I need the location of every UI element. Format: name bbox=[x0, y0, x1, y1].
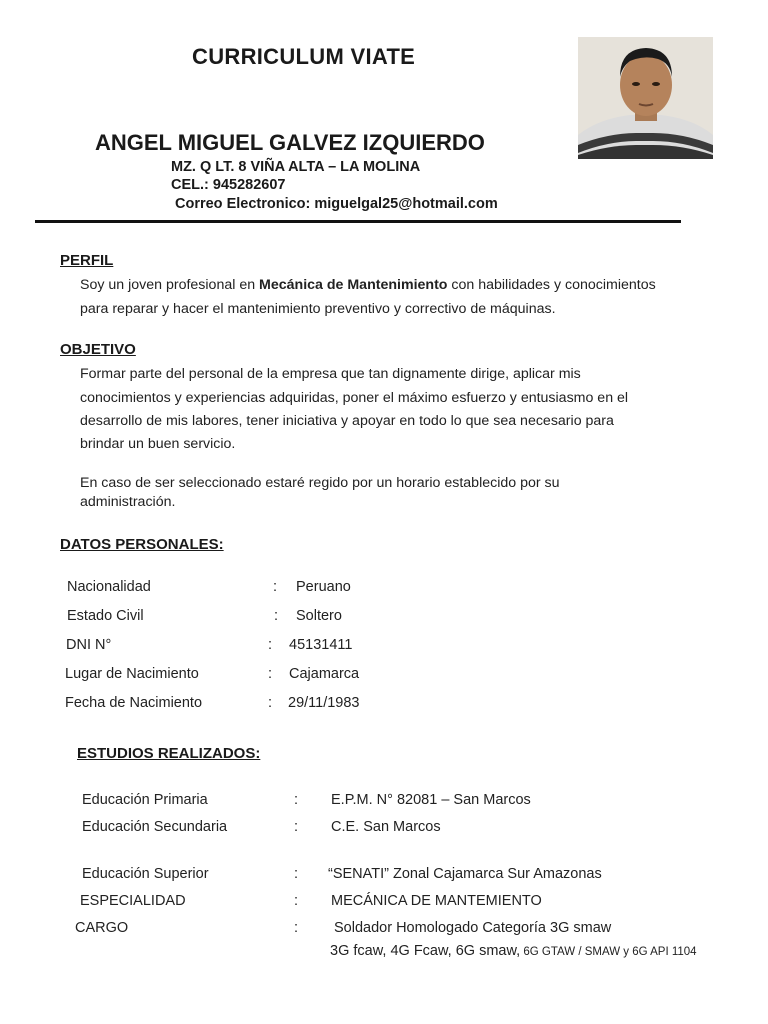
estudios-value: E.P.M. N° 82081 – San Marcos bbox=[331, 792, 531, 808]
perfil-line-1-end: con habilidades y conocimientos bbox=[447, 277, 656, 293]
datos-label: Estado Civil bbox=[67, 608, 144, 624]
objetivo-line: desarrollo de mis labores, tener iniciativa y apoyar en todo lo que sea necesario para bbox=[80, 413, 614, 429]
objetivo-extra-line: administración. bbox=[80, 494, 176, 510]
estudios-colon: : bbox=[294, 893, 299, 909]
address: MZ. Q LT. 8 VIÑA ALTA – LA MOLINA bbox=[171, 159, 421, 175]
cargo-detail-small: 6G GTAW / SMAW y 6G API 1104 bbox=[520, 946, 697, 958]
perfil-highlight: Mecánica de Mantenimiento bbox=[259, 277, 448, 293]
cargo-detail-main: 3G fcaw, 4G Fcaw, 6G smaw, bbox=[330, 943, 521, 959]
estudios-value: MECÁNICA DE MANTEMIENTO bbox=[331, 893, 542, 909]
perfil-line-2: para reparar y hacer el mantenimiento preventivo y correctivo de máquinas. bbox=[80, 301, 556, 317]
estudios-value: Soldador Homologado Categoría 3G smaw bbox=[334, 920, 612, 936]
datos-value: Soltero bbox=[296, 608, 342, 624]
candidate-name: ANGEL MIGUEL GALVEZ IZQUIERDO bbox=[95, 130, 485, 155]
perfil-line-1-start: Soy un joven profesional en bbox=[80, 277, 260, 293]
estudios-label: CARGO bbox=[75, 920, 129, 936]
datos-label: Nacionalidad bbox=[67, 579, 151, 595]
datos-label: DNI N° bbox=[66, 637, 112, 653]
phone: CEL.: 945282607 bbox=[171, 177, 286, 193]
objetivo-line: brindar un buen servicio. bbox=[80, 436, 236, 452]
perfil-line-1 bbox=[80, 277, 656, 293]
datos-value: Peruano bbox=[296, 579, 351, 595]
objetivo-line: conocimientos y experiencias adquiridas, poner el máximo esfuerzo y entusiasmo en el bbox=[80, 390, 629, 406]
datos-value: Cajamarca bbox=[289, 666, 360, 682]
email: Correo Electronico: miguelgal25@hotmail.com bbox=[175, 196, 498, 212]
estudios-label: Educación Superior bbox=[82, 866, 209, 882]
perfil-heading: PERFIL bbox=[60, 252, 114, 269]
estudios-colon: : bbox=[294, 866, 299, 882]
datos-colon: : bbox=[268, 695, 273, 711]
header-divider bbox=[35, 220, 681, 223]
estudios-value: “SENATI” Zonal Cajamarca Sur Amazonas bbox=[328, 866, 602, 882]
estudios-label: Educación Primaria bbox=[82, 792, 208, 808]
estudios-label: Educación Secundaria bbox=[82, 819, 228, 835]
profile-photo bbox=[578, 37, 713, 159]
document-title: CURRICULUM VIATE bbox=[192, 44, 416, 69]
estudios-colon: : bbox=[294, 819, 299, 835]
estudios-colon: : bbox=[294, 920, 299, 936]
estudios-heading: ESTUDIOS REALIZADOS: bbox=[77, 745, 261, 762]
datos-colon: : bbox=[273, 579, 278, 595]
datos-colon: : bbox=[268, 637, 273, 653]
estudios-value: C.E. San Marcos bbox=[331, 819, 441, 835]
estudios-label: ESPECIALIDAD bbox=[80, 893, 186, 909]
datos-label: Lugar de Nacimiento bbox=[65, 666, 199, 682]
datos-heading: DATOS PERSONALES: bbox=[60, 536, 224, 553]
objetivo-heading: OBJETIVO bbox=[60, 341, 136, 358]
datos-value: 45131411 bbox=[289, 637, 353, 653]
datos-label: Fecha de Nacimiento bbox=[65, 695, 203, 711]
person-photo-icon bbox=[578, 37, 713, 159]
datos-colon: : bbox=[268, 666, 273, 682]
objetivo-line: Formar parte del personal de la empresa que tan dignamente dirige, aplicar mis bbox=[80, 366, 581, 382]
datos-colon: : bbox=[274, 608, 279, 624]
estudios-colon: : bbox=[294, 792, 299, 808]
objetivo-extra-line: En caso de ser seleccionado estaré regido por un horario establecido por su bbox=[80, 475, 560, 491]
datos-value: 29/11/1983 bbox=[288, 695, 360, 711]
cargo-detail-line bbox=[330, 943, 697, 959]
